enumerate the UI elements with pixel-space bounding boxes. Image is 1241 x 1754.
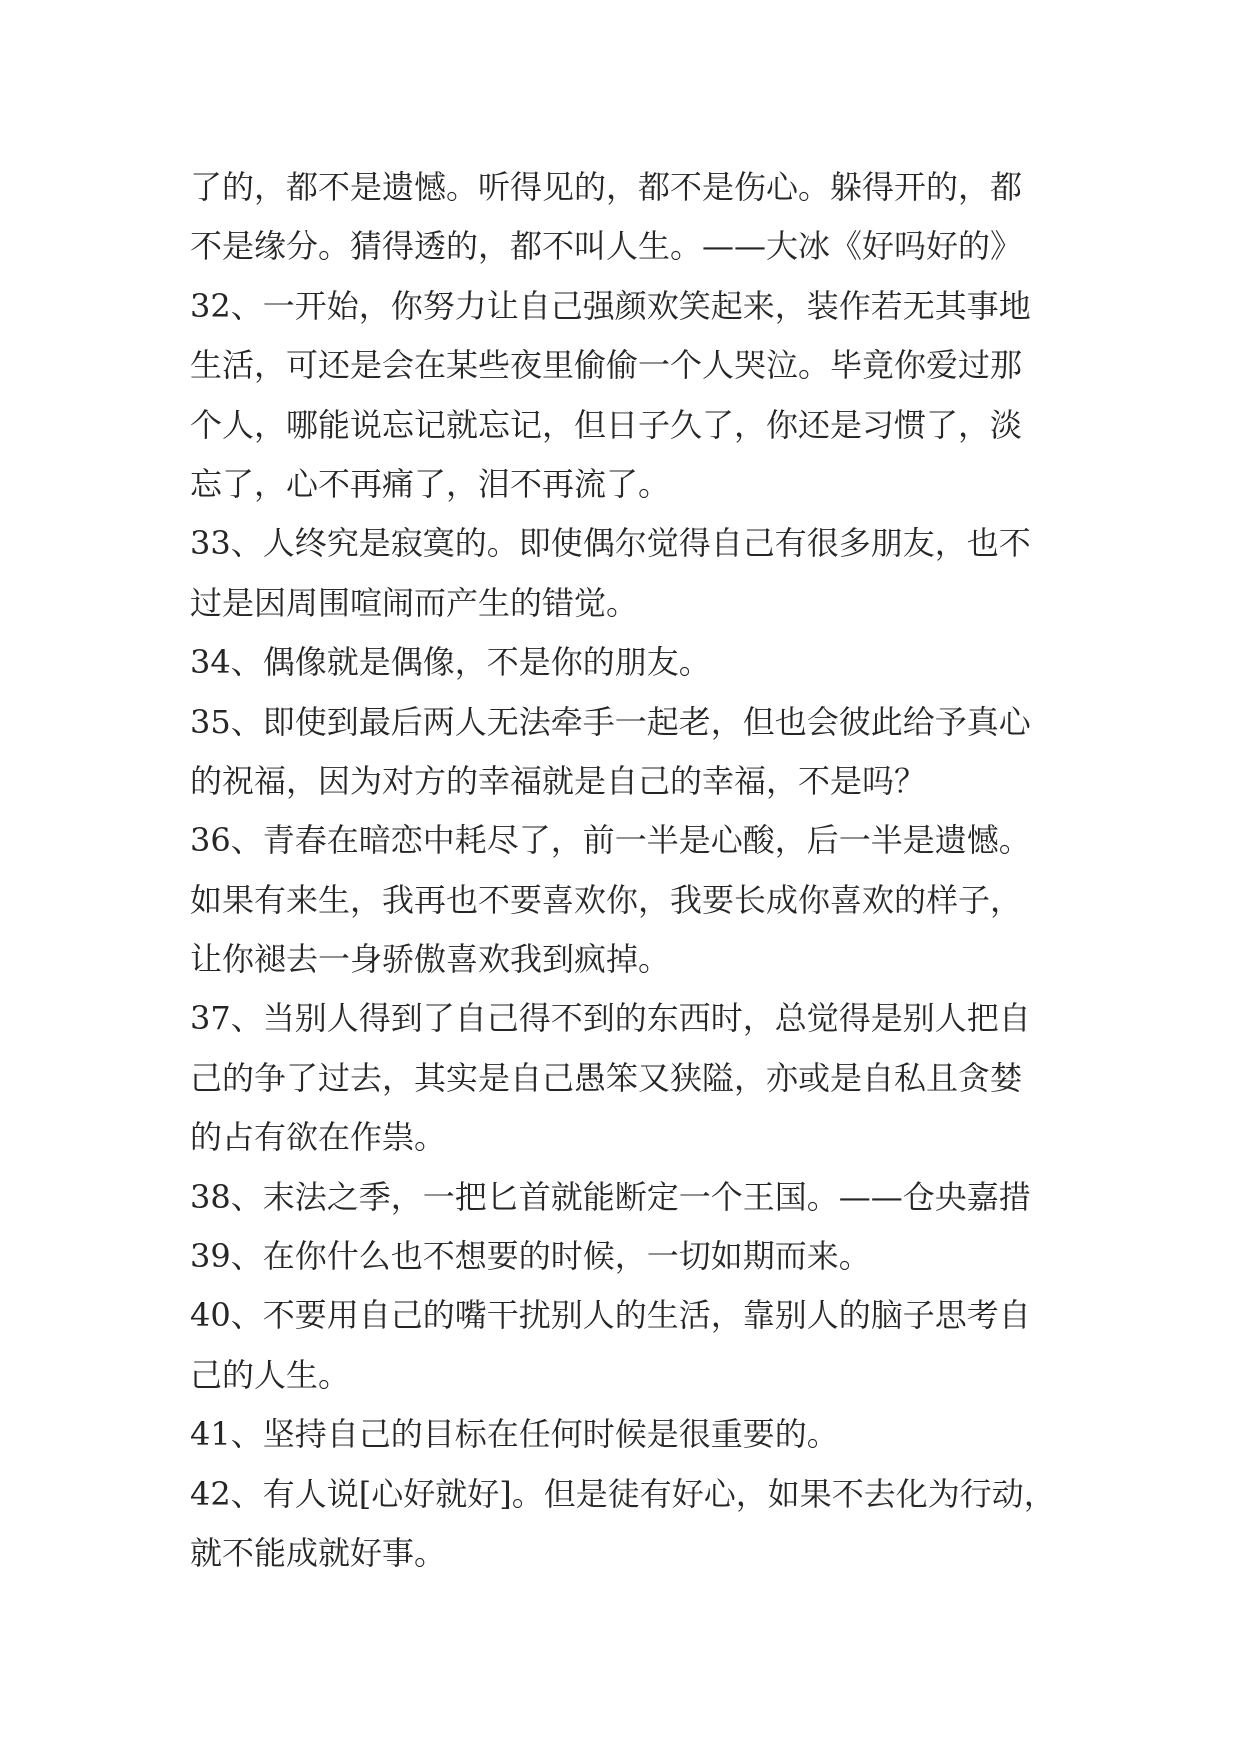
text-line: 36、青春在暗恋中耗尽了，前一半是心酸，后一半是遗憾。 — [190, 821, 1031, 860]
document-body — [190, 158, 1060, 1583]
text-line: 让你褪去一身骄傲喜欢我到疯掉。 — [190, 940, 671, 979]
text-line: 的祝福，因为对方的幸福就是自己的幸福，不是吗？ — [190, 761, 927, 800]
text-line: 不是缘分。猜得透的，都不叫人生。——大冰《好吗好的》 — [190, 227, 1023, 266]
text-line: 39、在你什么也不想要的时候，一切如期而来。 — [190, 1237, 871, 1276]
text-line: 忘了，心不再痛了，泪不再流了。 — [190, 464, 671, 503]
text-line: 38、末法之季，一把匕首就能断定一个王国。——仓央嘉措 — [190, 1177, 1031, 1216]
text-line: 32、一开始，你努力让自己强颜欢笑起来，装作若无其事地 — [190, 286, 1031, 325]
text-line: 41、坚持自己的目标在任何时候是很重要的。 — [190, 1415, 839, 1454]
text-line: 35、即使到最后两人无法牵手一起老，但也会彼此给予真心 — [190, 702, 1031, 741]
text-line: 个人，哪能说忘记就忘记，但日子久了，你还是习惯了，淡 — [190, 405, 1023, 444]
text-line: 34、偶像就是偶像，不是你的朋友。 — [190, 643, 711, 682]
text-line: 42、有人说[心好就好]。但是徒有好心，如果不去化为行动， — [190, 1474, 1056, 1513]
text-line: 如果有来生，我再也不要喜欢你，我要长成你喜欢的样子， — [190, 880, 1023, 919]
text-line: 了的，都不是遗憾。听得见的，都不是伤心。躲得开的，都 — [190, 168, 1023, 206]
text-line: 就不能成就好事。 — [190, 1533, 447, 1572]
text-line: 37、当别人得到了自己得不到的东西时，总觉得是别人把自 — [190, 999, 1031, 1038]
text-line: 生活，可还是会在某些夜里偷偷一个人哭泣。毕竟你爱过那 — [190, 346, 1023, 385]
text-line: 40、不要用自己的嘴干扰别人的生活，靠别人的脑子思考自 — [190, 1296, 1031, 1335]
text-line: 己的人生。 — [190, 1355, 351, 1394]
text-line: 33、人终究是寂寞的。即使偶尔觉得自己有很多朋友，也不 — [190, 524, 1031, 563]
text-line: 的占有欲在作祟。 — [190, 1118, 447, 1157]
text-line: 己的争了过去，其实是自己愚笨又狭隘，亦或是自私且贪婪 — [190, 1058, 1023, 1097]
text-line: 过是因周围喧闹而产生的错觉。 — [190, 583, 639, 622]
